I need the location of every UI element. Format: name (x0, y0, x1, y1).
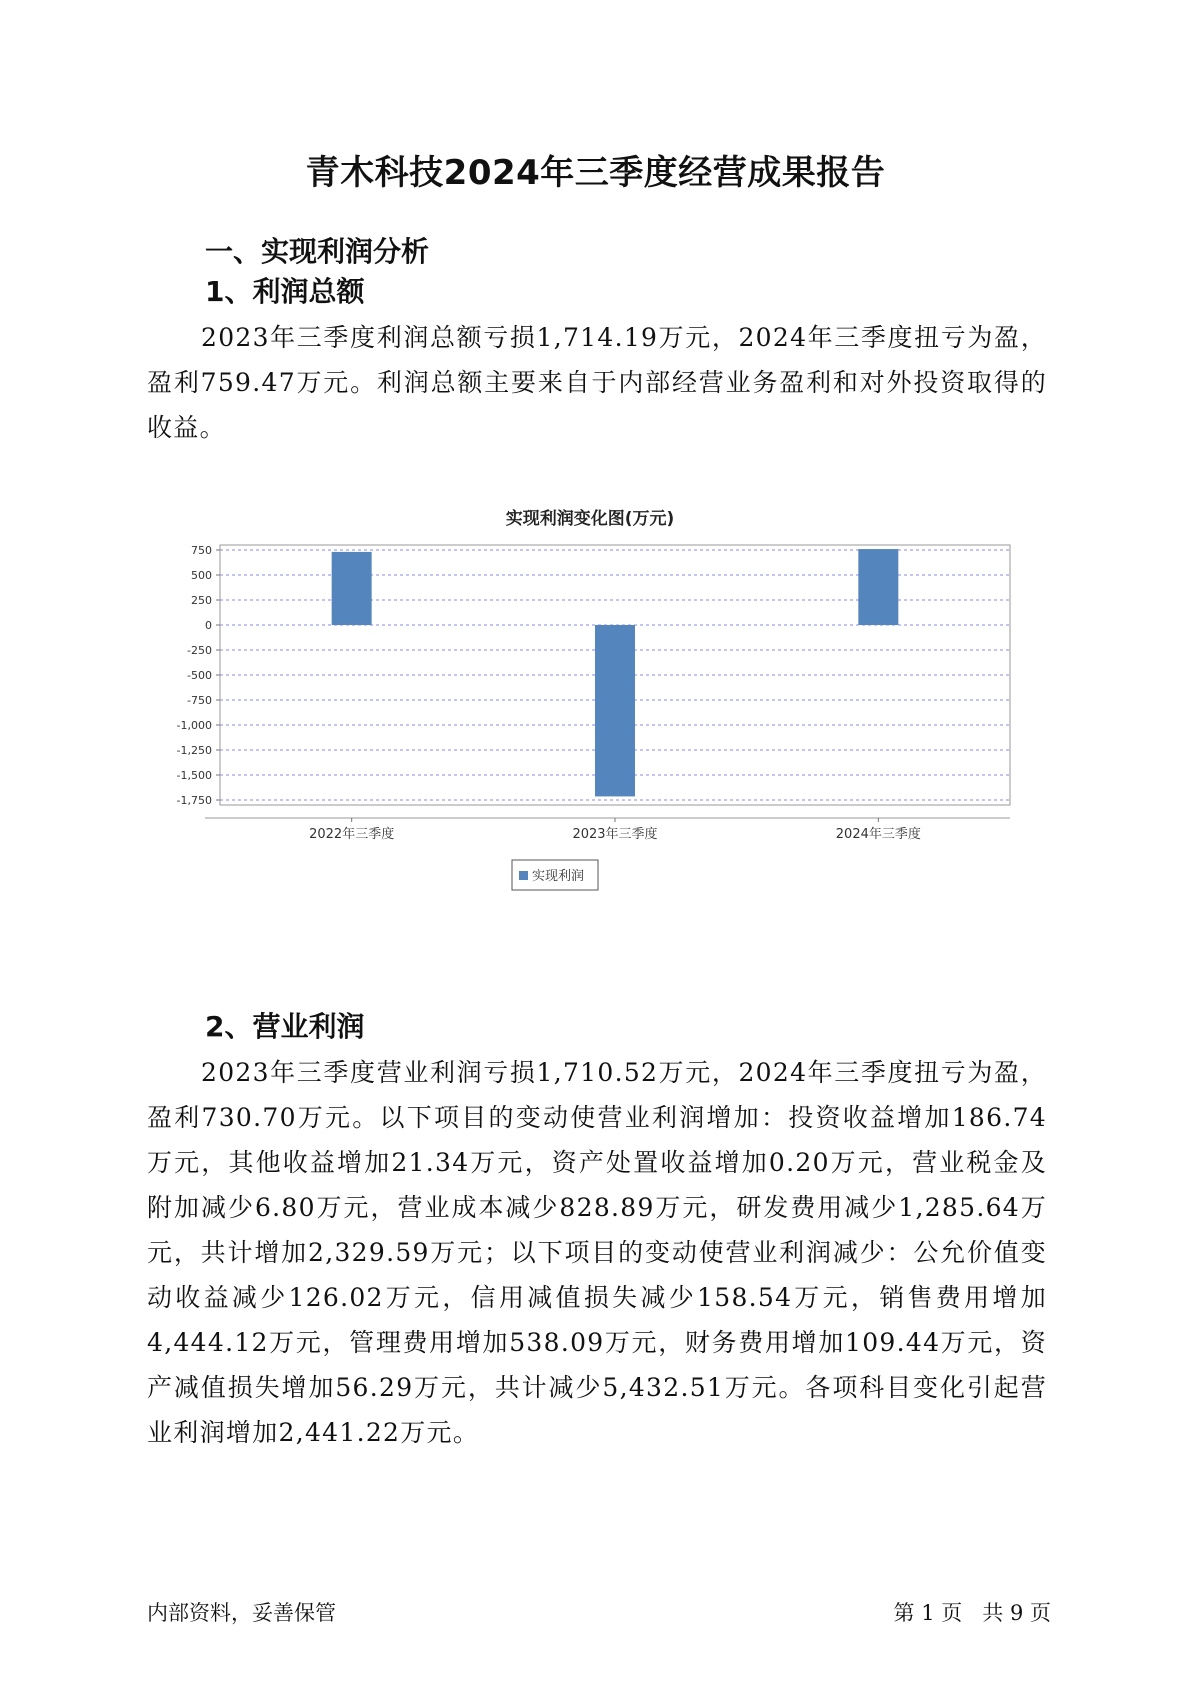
footer-page-number: 第 1 页 共 9 页 (893, 1601, 1051, 1625)
y-tick-label: 0 (205, 619, 212, 632)
y-tick-label: 750 (191, 544, 212, 557)
y-tick-label: -1,250 (176, 744, 212, 757)
legend-swatch (519, 871, 528, 880)
bar (595, 625, 635, 796)
section-heading-profit-analysis: 一、实现利润分析 (205, 235, 430, 268)
bar (332, 552, 372, 625)
y-tick-label: -750 (187, 694, 212, 707)
profit-change-chart (160, 500, 1020, 960)
y-tick-label: -250 (187, 644, 212, 657)
chart-title: 实现利润变化图(万元) (505, 509, 675, 529)
y-tick-label: 250 (191, 594, 212, 607)
subsection-heading-operating-profit: 2、营业利润 (205, 1010, 365, 1043)
total-profit-paragraph: 2023年三季度利润总额亏损1,714.19万元，2024年三季度扭亏为盈，盈利759.47万元。利润总额主要来自于内部经营业务盈利和对外投资取得的收益。 (147, 323, 1047, 442)
chart-svg (160, 500, 1020, 960)
x-tick-label: 2024年三季度 (835, 827, 921, 842)
y-tick-label: -1,000 (176, 719, 212, 732)
y-tick-label: -500 (187, 669, 212, 682)
x-tick-label: 2022年三季度 (309, 827, 395, 842)
document-title: 青木科技2024年三季度经营成果报告 (305, 153, 886, 193)
footer-confidential-note: 内部资料，妥善保管 (147, 1601, 336, 1625)
y-tick-label: -1,750 (176, 794, 212, 807)
operating-profit-paragraph: 2023年三季度营业利润亏损1,710.52万元，2024年三季度扭亏为盈，盈利730.70万元。以下项目的变动使营业利润增加：投资收益增加186.74万元，其他收益增加21.34万元，资产处置收益增加0.20万元，营业税金及附加减少6.80万元，营业成本减少828.89万元，研发费用减少1,285.64万元，共计增加2,329.59万元；以下项目的变动使营业利润减少：公允价值变动收益减少126.02万元，信用减值损失减少158.54万元，销售费用增加4,444.12万元，管理费用增加538.09万元，财务费用增加109.44万元，资产减值损失增加56.29万元，共计减少5,432.51万元。各项科目变化引起营业利润增加2,441.22万元。 (147, 1058, 1047, 1447)
bar (858, 549, 898, 625)
subsection-heading-total-profit: 1、利润总额 (205, 275, 365, 308)
legend-label: 实现利润 (532, 869, 585, 884)
y-tick-label: 500 (191, 569, 212, 582)
y-tick-label: -1,500 (176, 769, 212, 782)
x-tick-label: 2023年三季度 (572, 827, 658, 842)
